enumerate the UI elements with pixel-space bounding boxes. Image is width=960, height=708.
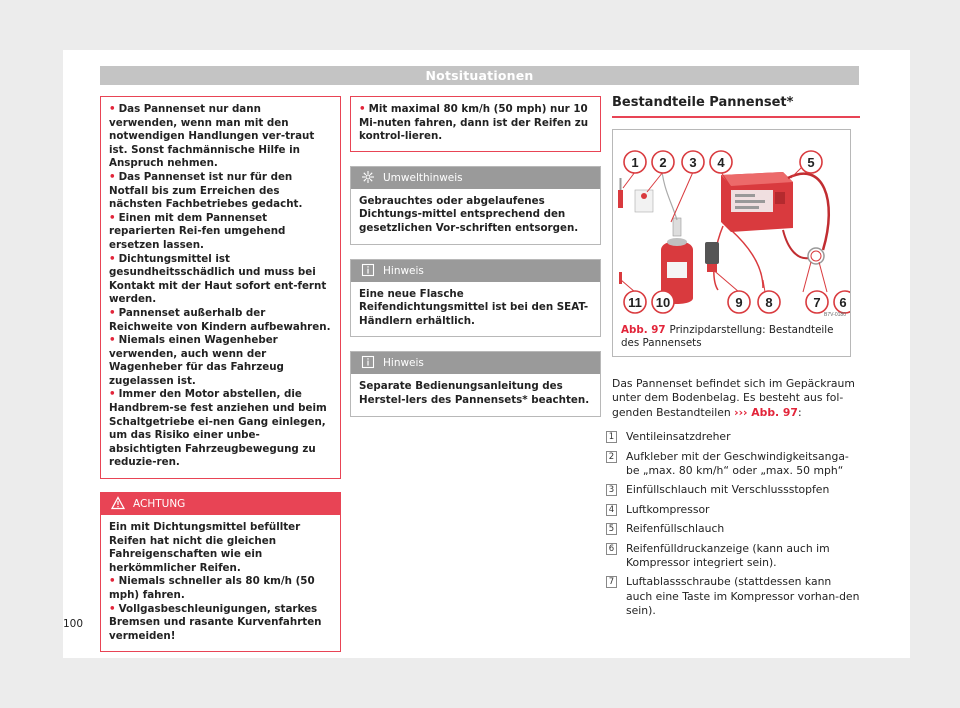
- warning-bullet: • Niemals einen Wagenheber verwenden, auch wenn der Wagenheber für das Fahrzeug zugelassen ist.: [109, 334, 284, 387]
- environment-icon: [361, 170, 375, 184]
- umwelt-box: [350, 166, 601, 245]
- hinweis-text: Separate Bedienungsanleitung des Herstel-lers des Pannensets* beachten.: [359, 380, 590, 406]
- warning-box-continued: [350, 96, 601, 152]
- section-title: Bestandteile Pannenset*: [612, 96, 860, 118]
- page-number: 100: [63, 618, 84, 630]
- item-number-badge: 6: [606, 543, 617, 555]
- item-number-badge: 1: [606, 431, 617, 443]
- figure-code: B7V-0180: [824, 311, 846, 318]
- warning-bullet: • Das Pannenset nur dann verwenden, wenn man mit den notwendigen Handlungen ver-traut ist. Sonst fachmännische Hilfe in Anspruch nehmen.: [109, 103, 315, 170]
- list-item: 2 Aufkleber mit der Geschwindigkeitsanga-be „max. 80 km/h“ oder „max. 50 mph“: [612, 450, 860, 479]
- bullet-icon: •: [109, 170, 116, 183]
- umwelt-header: Umwelthinweis: [351, 167, 600, 189]
- achtung-body: [101, 515, 340, 651]
- hinweis-box-1: [350, 259, 601, 338]
- callout-7: 7: [813, 294, 821, 310]
- callout-8: 8: [765, 294, 773, 310]
- warning-bullet: • Einen mit dem Pannenset reparierten Rei-fen umgehend ersetzen lassen.: [109, 211, 286, 251]
- achtung-bullet: • Niemals schneller als 80 km/h (50 mph) fahren.: [109, 575, 315, 601]
- list-item: 4 Luftkompressor: [612, 503, 860, 517]
- bullet-icon: •: [109, 334, 116, 347]
- caption-text: Prinzipdarstellung: Bestandteile des Pannensets: [621, 323, 834, 350]
- warning-bullet: • Immer den Motor abstellen, die Handbrem-se fest anziehen und beim Schaltgetriebe ei-nen Gang einlegen, um das Risiko einer unbe-absichtigten Fahrzeugbewegung zu reduzie-ren.: [109, 388, 327, 469]
- callout-11: 11: [628, 294, 642, 310]
- hinweis-header: Hinweis: [351, 352, 600, 374]
- callout-10: 10: [655, 294, 671, 310]
- achtung-bullet: • Vollgasbeschleunigungen, starkes Bremsen und rasante Kurvenfahrten vermeiden!: [109, 602, 322, 642]
- achtung-box: [100, 492, 341, 652]
- bullet-icon: •: [109, 211, 116, 224]
- item-number-badge: 2: [606, 451, 617, 463]
- compressor-illustration: [721, 172, 793, 232]
- warning-bullet: • Dichtungsmittel ist gesundheitsschädlich und muss bei Kontakt mit der Haut sofort ent-fernt werden.: [109, 252, 327, 306]
- bullet-icon: •: [359, 103, 366, 115]
- hinweis-box-2: [350, 351, 601, 416]
- warning-bullet: • Das Pannenset ist nur für den Notfall bis zum Erreichen des nächsten Fachbetriebes gedacht.: [109, 170, 303, 211]
- callout-4: 4: [717, 154, 725, 170]
- column-3: [608, 95, 860, 624]
- body-paragraph: Das Pannenset befindet sich im Gepäckraum unter dem Bodenbelag. Es besteht aus fol-genden Bestandteilen ››› Abb. 97:: [612, 376, 855, 419]
- bullet-icon: •: [109, 602, 116, 615]
- item-number-badge: 7: [606, 576, 617, 588]
- caption-label: Abb. 97: [621, 323, 666, 336]
- callout-6: 6: [839, 294, 847, 310]
- umwelt-text: Gebrauchtes oder abgelaufenes Dichtungs-mittel entsprechend den gesetzlichen Vor-schriften entsorgen.: [359, 194, 579, 234]
- page-header: Notsituationen: [100, 66, 859, 85]
- repair-kit-illustration: [613, 130, 850, 318]
- callout-2: 2: [659, 154, 667, 170]
- column-1: [100, 96, 341, 652]
- callout-1: 1: [631, 154, 639, 170]
- list-item: 7 Luftablassschraube (stattdessen kann auch eine Taste im Kompressor vorhan-den sein).: [612, 575, 860, 618]
- item-number-badge: 3: [606, 484, 617, 496]
- bullet-icon: •: [109, 388, 116, 401]
- info-icon: [361, 355, 375, 369]
- bullet-icon: •: [109, 306, 116, 319]
- list-item: 6 Reifenfülldruckanzeige (kann auch im Kompressor integriert sein).: [612, 542, 860, 571]
- column-2: [350, 96, 601, 417]
- hinweis-header: Hinweis: [351, 260, 600, 282]
- item-number-badge: 5: [606, 523, 617, 535]
- warning-bullet: • Mit maximal 80 km/h (50 mph) nur 10 Mi-nuten fahren, dann ist der Reifen zu kontrol-lieren.: [359, 103, 589, 143]
- component-list: [608, 430, 860, 618]
- figure-97: [612, 129, 851, 357]
- hinweis-text: Eine neue Flasche Reifendichtungsmittel ist bei den SEAT-Händlern erhältlich.: [359, 287, 589, 327]
- bullet-icon: •: [109, 252, 116, 265]
- achtung-text: Ein mit Dichtungsmittel befüllter Reifen hat nicht die gleichen Fahreigenschaften wie ein herkömmlicher Reifen.: [109, 521, 301, 574]
- callout-9: 9: [735, 294, 743, 310]
- figure-caption: [613, 318, 850, 351]
- list-item: 3 Einfüllschlauch mit Verschlussstopfen: [612, 483, 860, 497]
- bullet-icon: •: [109, 575, 116, 588]
- warning-bullet: • Pannenset außerhalb der Reichweite von Kindern aufbewahren.: [109, 306, 331, 333]
- warning-triangle-icon: [111, 496, 125, 510]
- warning-box: [100, 96, 341, 479]
- list-item: 1 Ventileinsatzdreher: [612, 430, 860, 444]
- achtung-header: ACHTUNG: [101, 493, 340, 515]
- bullet-icon: •: [109, 103, 116, 115]
- callout-5: 5: [807, 154, 815, 170]
- figure-reference-link[interactable]: ››› Abb. 97: [734, 405, 798, 419]
- callout-3: 3: [689, 154, 697, 170]
- info-icon: [361, 263, 375, 277]
- list-item: 5 Reifenfüllschlauch: [612, 522, 860, 536]
- item-number-badge: 4: [606, 504, 617, 516]
